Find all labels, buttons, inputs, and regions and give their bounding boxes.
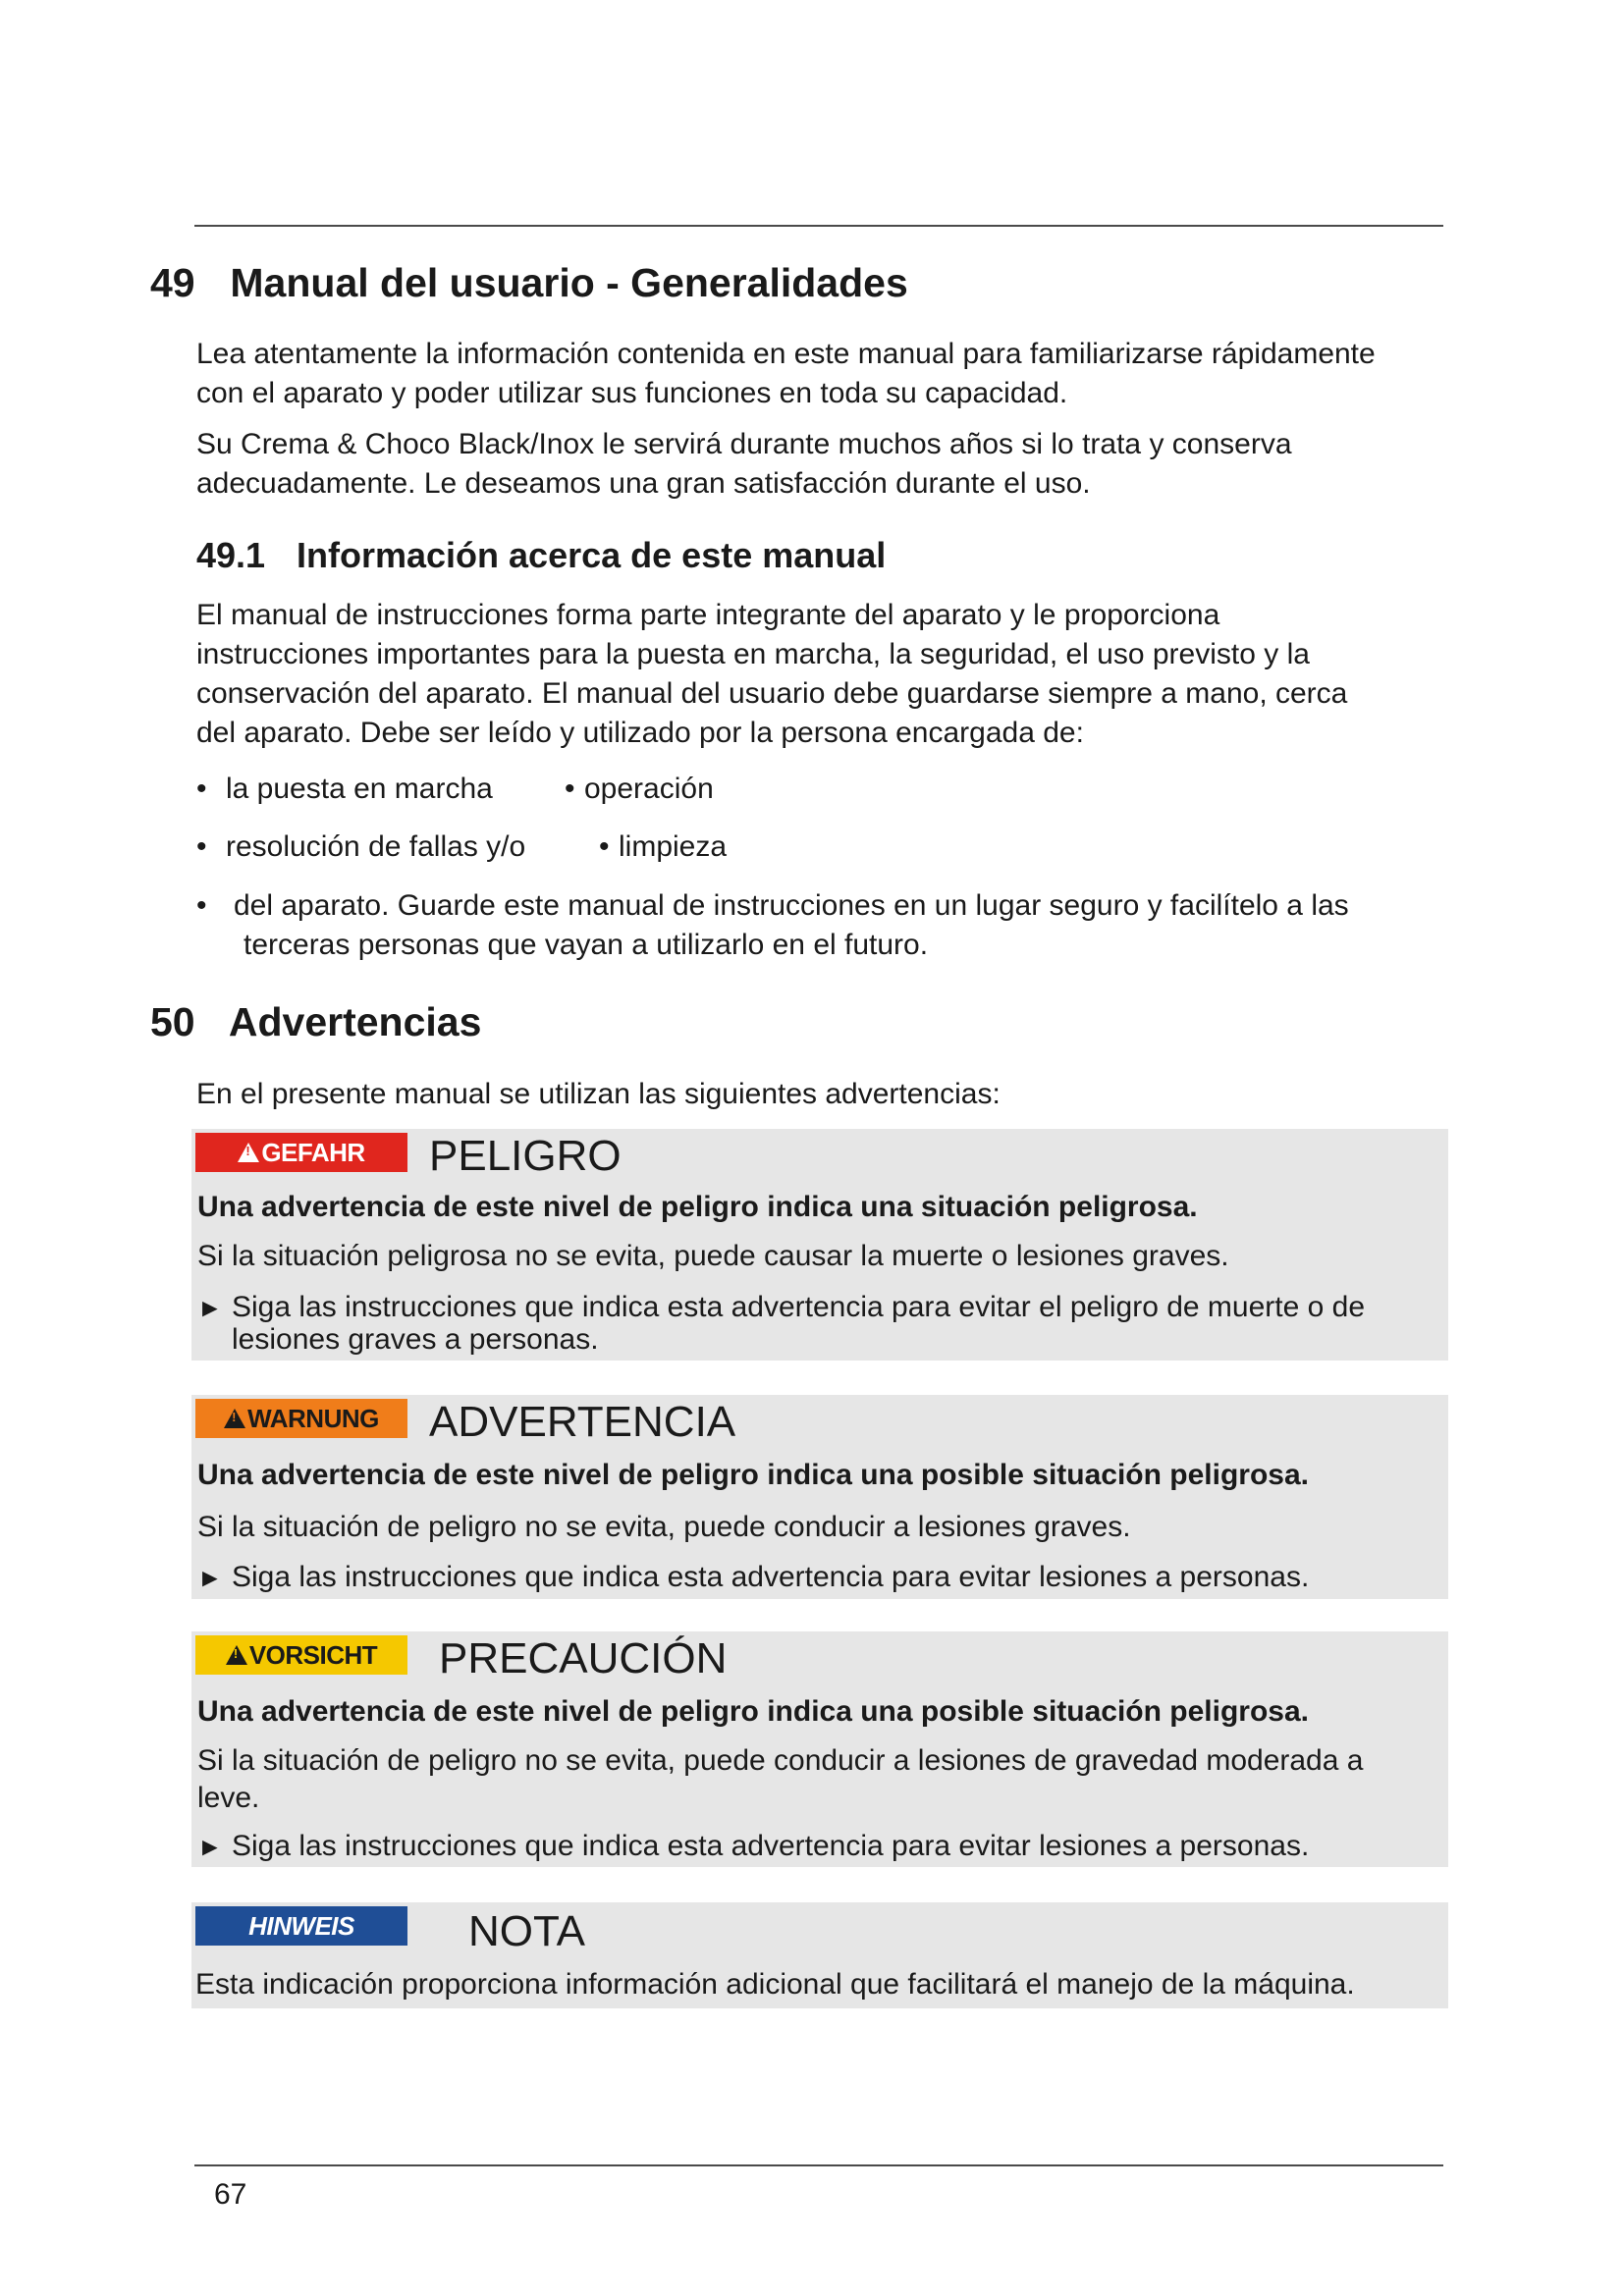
list-item-text: del aparato. Guarde este manual de instrucciones en un lugar seguro y facilítelo a las [234, 889, 1349, 922]
warning-action [197, 1829, 1439, 1864]
section-number: 49.1 [196, 535, 266, 575]
arrow-right-icon: ► [197, 1832, 223, 1861]
warning-triangle-icon [226, 1645, 247, 1665]
warning-action-continuation: lesiones graves a personas. [232, 1323, 599, 1356]
warning-action [197, 1290, 1439, 1325]
bullet-icon: • [196, 773, 207, 805]
warning-description: Una advertencia de este nivel de peligro indica una posible situación peligrosa. [197, 1695, 1309, 1728]
text-line: conservación del aparato. El manual del usuario debe guardarse siempre a mano, cerca [196, 677, 1348, 710]
badge-label: HINWEIS [248, 1910, 354, 1941]
bullet-icon: • [565, 773, 575, 805]
warning-box-precaucion [191, 1631, 1448, 1867]
warning-consequence-continuation: leve. [197, 1782, 260, 1814]
section-49-1-paragraph [196, 596, 1453, 753]
badge-label: VORSICHT [248, 1639, 378, 1670]
warnung-badge [195, 1399, 407, 1438]
warning-description: Una advertencia de este nivel de peligro indica una posible situación peligrosa. [197, 1459, 1309, 1491]
section-title: Manual del usuario - Generalidades [230, 260, 908, 305]
action-text: Siga las instrucciones que indica esta advertencia para evitar lesiones a personas. [232, 1830, 1310, 1862]
bullet-icon: • [196, 889, 207, 922]
section-50-heading [150, 998, 481, 1045]
arrow-right-icon: ► [197, 1563, 223, 1592]
text-line: Lea atentamente la información contenida en este manual para familiarizarse rápidamente [196, 338, 1376, 370]
action-text: Siga las instrucciones que indica esta advertencia para evitar lesiones a personas. [232, 1561, 1310, 1593]
note-title: NOTA [468, 1907, 585, 1955]
warning-description: Una advertencia de este nivel de peligro indica una situación peligrosa. [197, 1191, 1198, 1223]
info-box-nota [191, 1902, 1448, 2008]
warning-box-advertencia [191, 1395, 1448, 1599]
warning-action [197, 1560, 1439, 1595]
badge-label: WARNUNG [247, 1403, 379, 1433]
text-line: Su Crema & Choco Black/Inox le servirá durante muchos años si lo trata y conserva [196, 428, 1292, 460]
bullet-icon: • [196, 830, 207, 863]
page-number: 67 [214, 2178, 247, 2211]
section-50-intro: En el presente manual se utilizan las siguientes advertencias: [196, 1078, 1001, 1110]
footer-rule [194, 2164, 1443, 2166]
warning-title: PELIGRO [429, 1132, 622, 1180]
gefahr-badge [195, 1133, 407, 1172]
vorsicht-badge [195, 1635, 407, 1675]
action-text: Siga las instrucciones que indica esta advertencia para evitar el peligro de muerte o de [232, 1291, 1366, 1323]
bullet-icon: • [599, 830, 610, 863]
warning-title: PRECAUCIÓN [439, 1634, 728, 1682]
list-item-text: la puesta en marcha [226, 773, 493, 805]
section-49-heading [150, 259, 908, 306]
section-title: Advertencias [228, 999, 482, 1044]
list-item-continuation [244, 926, 928, 965]
text-line: El manual de instrucciones forma parte integrante del aparato y le proporciona [196, 599, 1220, 631]
header-rule [194, 225, 1443, 227]
list-item-text: resolución de fallas y/o [226, 830, 526, 863]
list-item-text: limpieza [619, 830, 728, 863]
section-49-paragraph-1 [196, 335, 1453, 413]
warning-consequence: Si la situación de peligro no se evita, puede conducir a lesiones de gravedad moderada a [197, 1744, 1364, 1777]
list-item [196, 770, 493, 809]
warning-consequence: Si la situación de peligro no se evita, puede conducir a lesiones graves. [197, 1511, 1131, 1543]
section-49-1-heading [196, 534, 886, 577]
list-item [599, 828, 727, 867]
note-text: Esta indicación proporciona información adicional que facilitará el manejo de la máquina. [195, 1968, 1355, 2001]
list-item-text: terceras personas que vayan a utilizarlo en el futuro. [244, 929, 929, 961]
text-line: del aparato. Debe ser leído y utilizado por la persona encargada de: [196, 717, 1084, 749]
section-number: 50 [150, 999, 195, 1044]
warning-triangle-icon [224, 1409, 245, 1428]
warning-title: ADVERTENCIA [429, 1398, 736, 1446]
warning-consequence: Si la situación peligrosa no se evita, puede causar la muerte o lesiones graves. [197, 1240, 1229, 1272]
list-item [196, 886, 1349, 926]
badge-label: GEFAHR [261, 1137, 365, 1167]
list-item-text: operación [584, 773, 714, 805]
list-item [196, 828, 525, 867]
warning-triangle-icon [238, 1143, 259, 1162]
section-49-paragraph-2 [196, 425, 1453, 504]
hinweis-badge [195, 1906, 407, 1946]
section-number: 49 [150, 260, 195, 305]
arrow-right-icon: ► [197, 1293, 223, 1322]
text-line: con el aparato y poder utilizar sus funciones en toda su capacidad. [196, 377, 1068, 409]
text-line: instrucciones importantes para la puesta en marcha, la seguridad, el uso previsto y la [196, 638, 1310, 670]
list-item [565, 770, 714, 809]
text-line: adecuadamente. Le deseamos una gran satisfacción durante el uso. [196, 467, 1091, 500]
section-title: Información acerca de este manual [297, 535, 887, 575]
warning-box-peligro [191, 1129, 1448, 1361]
